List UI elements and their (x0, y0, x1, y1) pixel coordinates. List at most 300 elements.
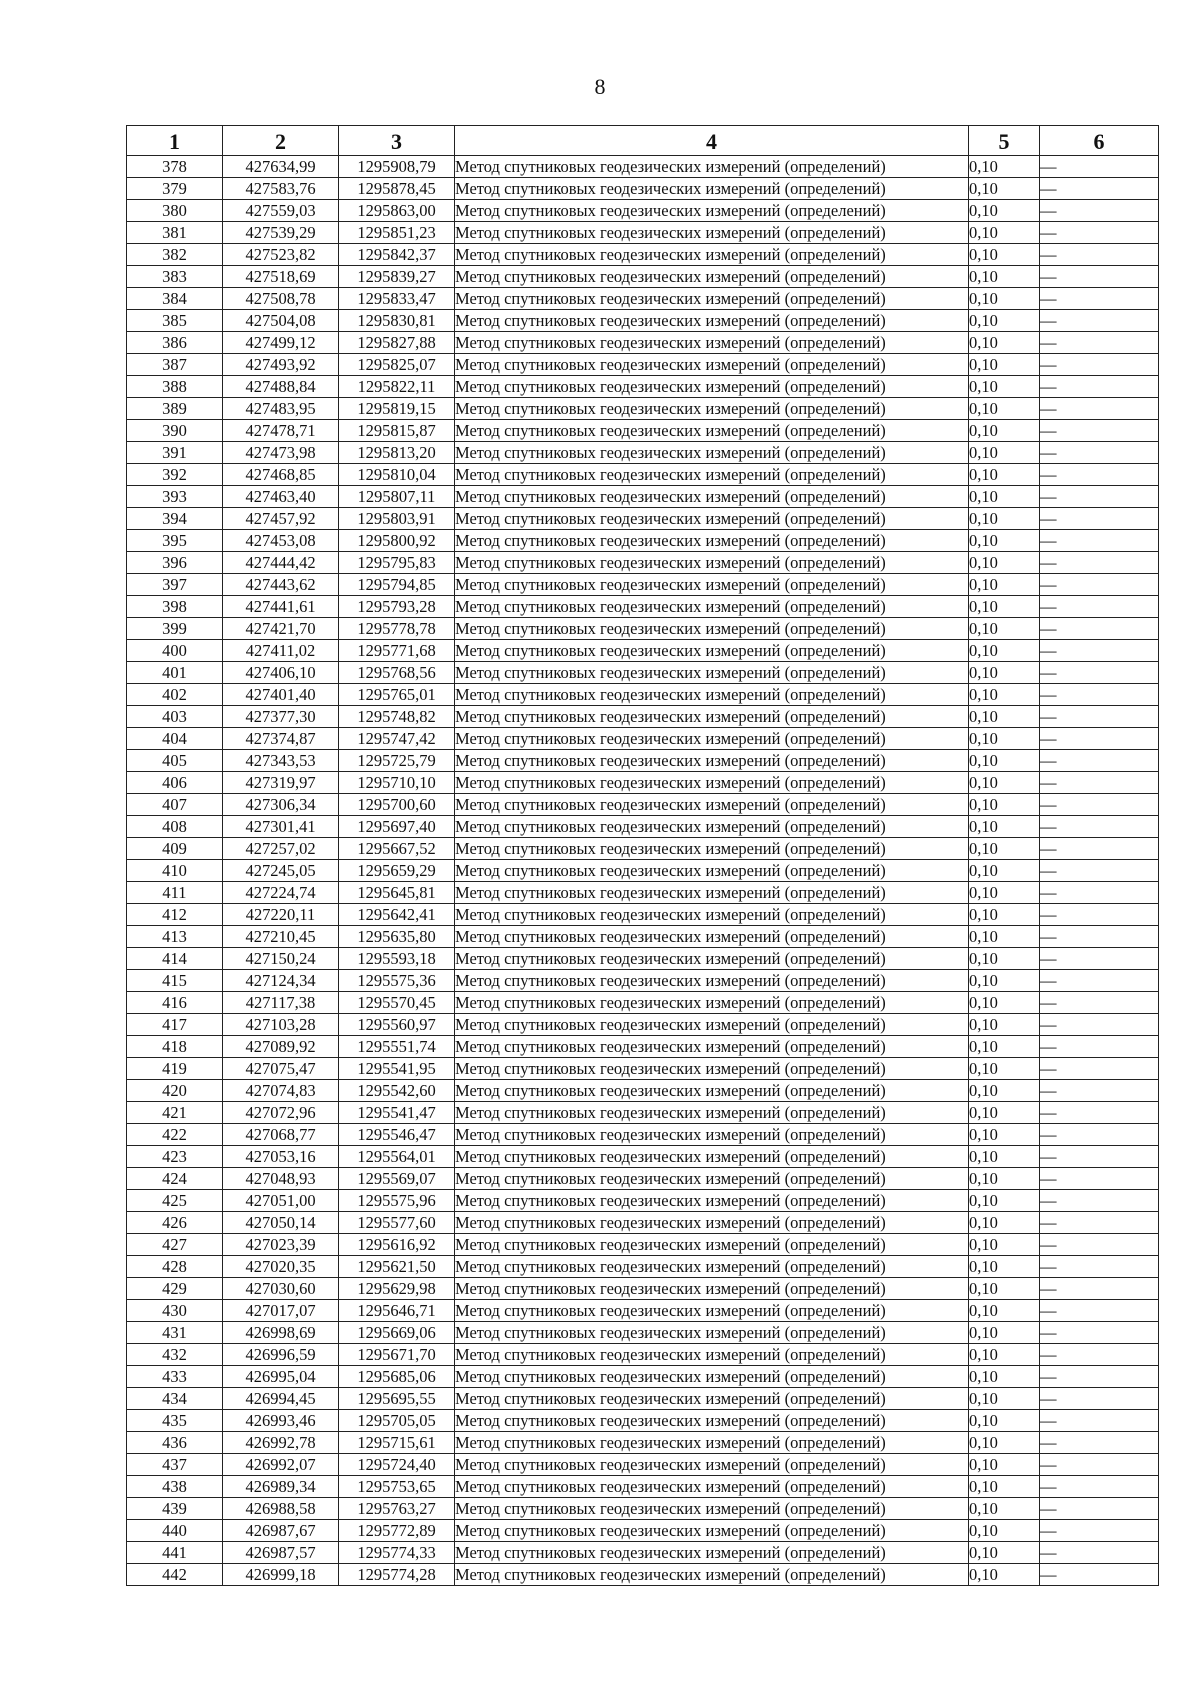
table-header (127, 126, 1159, 156)
table-row (127, 222, 1159, 244)
coordinate-x: 427051,00 (223, 1190, 339, 1212)
coordinates-table (126, 125, 1159, 1586)
coordinate-x: 426989,34 (223, 1476, 339, 1498)
point-number: 397 (127, 574, 223, 596)
note-dash: — (1040, 1058, 1159, 1080)
table-row (127, 750, 1159, 772)
coordinate-y: 1295793,28 (339, 596, 455, 618)
accuracy-cell: 0,10 (969, 1432, 1040, 1454)
method-cell: Метод спутниковых геодезических измерений (определений) (455, 200, 969, 222)
table-row (127, 684, 1159, 706)
accuracy-cell: 0,10 (969, 1542, 1040, 1564)
coordinate-x: 427053,16 (223, 1146, 339, 1168)
method-cell: Метод спутниковых геодезических измерений (определений) (455, 1564, 969, 1586)
note-dash: — (1040, 442, 1159, 464)
note-dash: — (1040, 420, 1159, 442)
table-row (127, 1256, 1159, 1278)
coordinate-x: 427411,02 (223, 640, 339, 662)
accuracy-cell: 0,10 (969, 1080, 1040, 1102)
note-dash: — (1040, 1366, 1159, 1388)
method-cell: Метод спутниковых геодезических измерений (определений) (455, 1432, 969, 1454)
note-dash: — (1040, 200, 1159, 222)
coordinate-y: 1295645,81 (339, 882, 455, 904)
coordinate-x: 427117,38 (223, 992, 339, 1014)
coordinate-x: 427072,96 (223, 1102, 339, 1124)
method-cell: Метод спутниковых геодезических измерений (определений) (455, 1014, 969, 1036)
coordinate-x: 427468,85 (223, 464, 339, 486)
note-dash: — (1040, 1102, 1159, 1124)
table-row (127, 816, 1159, 838)
point-number: 406 (127, 772, 223, 794)
point-number: 430 (127, 1300, 223, 1322)
accuracy-cell: 0,10 (969, 552, 1040, 574)
accuracy-cell: 0,10 (969, 596, 1040, 618)
note-dash: — (1040, 464, 1159, 486)
coordinate-x: 427443,62 (223, 574, 339, 596)
coordinate-y: 1295830,81 (339, 310, 455, 332)
method-cell: Метод спутниковых геодезических измерений (определений) (455, 1520, 969, 1542)
coordinate-y: 1295794,85 (339, 574, 455, 596)
coordinate-y: 1295763,27 (339, 1498, 455, 1520)
method-cell: Метод спутниковых геодезических измерений (определений) (455, 970, 969, 992)
point-number: 420 (127, 1080, 223, 1102)
table-row (127, 1498, 1159, 1520)
method-cell: Метод спутниковых геодезических измерений (определений) (455, 618, 969, 640)
accuracy-cell: 0,10 (969, 178, 1040, 200)
accuracy-cell: 0,10 (969, 288, 1040, 310)
note-dash: — (1040, 486, 1159, 508)
coordinate-y: 1295819,15 (339, 398, 455, 420)
coordinate-x: 427257,02 (223, 838, 339, 860)
point-number: 403 (127, 706, 223, 728)
coordinate-x: 427374,87 (223, 728, 339, 750)
coordinate-y: 1295621,50 (339, 1256, 455, 1278)
coordinate-x: 427124,34 (223, 970, 339, 992)
note-dash: — (1040, 1388, 1159, 1410)
accuracy-cell: 0,10 (969, 970, 1040, 992)
accuracy-cell: 0,10 (969, 222, 1040, 244)
note-dash: — (1040, 1476, 1159, 1498)
coordinate-y: 1295705,05 (339, 1410, 455, 1432)
header-col-6: 6 (1040, 126, 1159, 156)
coordinate-x: 426988,58 (223, 1498, 339, 1520)
table-row (127, 882, 1159, 904)
coordinate-x: 427441,61 (223, 596, 339, 618)
table-row (127, 508, 1159, 530)
note-dash: — (1040, 1410, 1159, 1432)
accuracy-cell: 0,10 (969, 1454, 1040, 1476)
table-row (127, 1036, 1159, 1058)
point-number: 401 (127, 662, 223, 684)
table-row (127, 1102, 1159, 1124)
coordinate-y: 1295765,01 (339, 684, 455, 706)
accuracy-cell: 0,10 (969, 244, 1040, 266)
table-row (127, 1564, 1159, 1586)
header-col-4: 4 (455, 126, 969, 156)
accuracy-cell: 0,10 (969, 574, 1040, 596)
accuracy-cell: 0,10 (969, 1300, 1040, 1322)
point-number: 388 (127, 376, 223, 398)
coordinate-y: 1295700,60 (339, 794, 455, 816)
method-cell: Метод спутниковых геодезических измерений (определений) (455, 398, 969, 420)
point-number: 439 (127, 1498, 223, 1520)
method-cell: Метод спутниковых геодезических измерений (определений) (455, 1234, 969, 1256)
table-row (127, 618, 1159, 640)
method-cell: Метод спутниковых геодезических измерений (определений) (455, 332, 969, 354)
note-dash: — (1040, 1542, 1159, 1564)
point-number: 426 (127, 1212, 223, 1234)
accuracy-cell: 0,10 (969, 1124, 1040, 1146)
coordinate-y: 1295803,91 (339, 508, 455, 530)
accuracy-cell: 0,10 (969, 530, 1040, 552)
point-number: 423 (127, 1146, 223, 1168)
note-dash: — (1040, 1454, 1159, 1476)
accuracy-cell: 0,10 (969, 816, 1040, 838)
note-dash: — (1040, 178, 1159, 200)
coordinate-y: 1295577,60 (339, 1212, 455, 1234)
accuracy-cell: 0,10 (969, 882, 1040, 904)
coordinate-x: 427493,92 (223, 354, 339, 376)
table-row (127, 1168, 1159, 1190)
coordinate-y: 1295715,61 (339, 1432, 455, 1454)
note-dash: — (1040, 882, 1159, 904)
note-dash: — (1040, 376, 1159, 398)
page-number: 8 (594, 74, 606, 99)
note-dash: — (1040, 574, 1159, 596)
method-cell: Метод спутниковых геодезических измерений (определений) (455, 1190, 969, 1212)
coordinate-x: 427224,74 (223, 882, 339, 904)
method-cell: Метод спутниковых геодезических измерений (определений) (455, 992, 969, 1014)
accuracy-cell: 0,10 (969, 904, 1040, 926)
table-row (127, 992, 1159, 1014)
method-cell: Метод спутниковых геодезических измерений (определений) (455, 838, 969, 860)
coordinate-y: 1295833,47 (339, 288, 455, 310)
point-number: 384 (127, 288, 223, 310)
table-row (127, 1234, 1159, 1256)
table-row (127, 948, 1159, 970)
accuracy-cell: 0,10 (969, 310, 1040, 332)
point-number: 393 (127, 486, 223, 508)
note-dash: — (1040, 684, 1159, 706)
accuracy-cell: 0,10 (969, 772, 1040, 794)
method-cell: Метод спутниковых геодезических измерений (определений) (455, 948, 969, 970)
coordinate-x: 427457,92 (223, 508, 339, 530)
accuracy-cell: 0,10 (969, 1322, 1040, 1344)
table-body (127, 156, 1159, 1586)
method-cell: Метод спутниковых геодезических измерений (определений) (455, 376, 969, 398)
note-dash: — (1040, 728, 1159, 750)
method-cell: Метод спутниковых геодезических измерений (определений) (455, 882, 969, 904)
note-dash: — (1040, 244, 1159, 266)
coordinate-x: 427048,93 (223, 1168, 339, 1190)
accuracy-cell: 0,10 (969, 948, 1040, 970)
accuracy-cell: 0,10 (969, 1344, 1040, 1366)
coordinate-y: 1295546,47 (339, 1124, 455, 1146)
table-row (127, 244, 1159, 266)
note-dash: — (1040, 772, 1159, 794)
coordinate-x: 427518,69 (223, 266, 339, 288)
coordinate-x: 427068,77 (223, 1124, 339, 1146)
accuracy-cell: 0,10 (969, 992, 1040, 1014)
point-number: 394 (127, 508, 223, 530)
note-dash: — (1040, 530, 1159, 552)
header-row (127, 126, 1159, 156)
accuracy-cell: 0,10 (969, 1102, 1040, 1124)
table-row (127, 970, 1159, 992)
coordinate-x: 427444,42 (223, 552, 339, 574)
accuracy-cell: 0,10 (969, 398, 1040, 420)
coordinate-y: 1295541,47 (339, 1102, 455, 1124)
accuracy-cell: 0,10 (969, 442, 1040, 464)
table-row (127, 1322, 1159, 1344)
note-dash: — (1040, 992, 1159, 1014)
coordinate-x: 426992,78 (223, 1432, 339, 1454)
point-number: 425 (127, 1190, 223, 1212)
table-row (127, 486, 1159, 508)
coordinate-y: 1295667,52 (339, 838, 455, 860)
coordinate-x: 427306,34 (223, 794, 339, 816)
coordinate-y: 1295725,79 (339, 750, 455, 772)
accuracy-cell: 0,10 (969, 266, 1040, 288)
point-number: 408 (127, 816, 223, 838)
note-dash: — (1040, 1190, 1159, 1212)
note-dash: — (1040, 948, 1159, 970)
coordinate-x: 427499,12 (223, 332, 339, 354)
method-cell: Метод спутниковых геодезических измерений (определений) (455, 178, 969, 200)
method-cell: Метод спутниковых геодезических измерений (определений) (455, 486, 969, 508)
coordinate-x: 427478,71 (223, 420, 339, 442)
coordinate-y: 1295827,88 (339, 332, 455, 354)
method-cell: Метод спутниковых геодезических измерений (определений) (455, 750, 969, 772)
coordinate-y: 1295659,29 (339, 860, 455, 882)
note-dash: — (1040, 750, 1159, 772)
method-cell: Метод спутниковых геодезических измерений (определений) (455, 706, 969, 728)
point-number: 413 (127, 926, 223, 948)
coordinate-y: 1295685,06 (339, 1366, 455, 1388)
point-number: 395 (127, 530, 223, 552)
point-number: 429 (127, 1278, 223, 1300)
note-dash: — (1040, 1212, 1159, 1234)
coordinate-x: 426987,57 (223, 1542, 339, 1564)
point-number: 409 (127, 838, 223, 860)
accuracy-cell: 0,10 (969, 684, 1040, 706)
accuracy-cell: 0,10 (969, 618, 1040, 640)
note-dash: — (1040, 1564, 1159, 1586)
point-number: 437 (127, 1454, 223, 1476)
note-dash: — (1040, 1256, 1159, 1278)
coordinate-x: 427075,47 (223, 1058, 339, 1080)
table-row (127, 1146, 1159, 1168)
coordinate-y: 1295807,11 (339, 486, 455, 508)
coordinate-y: 1295753,65 (339, 1476, 455, 1498)
point-number: 436 (127, 1432, 223, 1454)
coordinate-y: 1295771,68 (339, 640, 455, 662)
header-col-1: 1 (127, 126, 223, 156)
method-cell: Метод спутниковых геодезических измерений (определений) (455, 310, 969, 332)
note-dash: — (1040, 156, 1159, 178)
point-number: 392 (127, 464, 223, 486)
accuracy-cell: 0,10 (969, 464, 1040, 486)
coordinate-x: 427583,76 (223, 178, 339, 200)
table-row (127, 288, 1159, 310)
method-cell: Метод спутниковых геодезических измерений (определений) (455, 1476, 969, 1498)
table-row (127, 420, 1159, 442)
accuracy-cell: 0,10 (969, 1234, 1040, 1256)
accuracy-cell: 0,10 (969, 1190, 1040, 1212)
point-number: 410 (127, 860, 223, 882)
table-row (127, 376, 1159, 398)
coordinate-x: 427483,95 (223, 398, 339, 420)
point-number: 414 (127, 948, 223, 970)
coordinate-x: 427523,82 (223, 244, 339, 266)
coordinate-x: 427319,97 (223, 772, 339, 794)
coordinate-x: 427023,39 (223, 1234, 339, 1256)
coordinate-x: 427089,92 (223, 1036, 339, 1058)
point-number: 441 (127, 1542, 223, 1564)
table-row (127, 310, 1159, 332)
point-number: 438 (127, 1476, 223, 1498)
table-row (127, 178, 1159, 200)
table-row (127, 706, 1159, 728)
table-row (127, 332, 1159, 354)
table-row (127, 596, 1159, 618)
table-row (127, 1344, 1159, 1366)
point-number: 405 (127, 750, 223, 772)
coordinate-y: 1295878,45 (339, 178, 455, 200)
point-number: 412 (127, 904, 223, 926)
method-cell: Метод спутниковых геодезических измерений (определений) (455, 244, 969, 266)
point-number: 419 (127, 1058, 223, 1080)
coordinate-x: 427406,10 (223, 662, 339, 684)
coordinate-y: 1295616,92 (339, 1234, 455, 1256)
method-cell: Метод спутниковых геодезических измерений (определений) (455, 552, 969, 574)
point-number: 415 (127, 970, 223, 992)
coordinate-y: 1295542,60 (339, 1080, 455, 1102)
point-number: 416 (127, 992, 223, 1014)
method-cell: Метод спутниковых геодезических измерений (определений) (455, 1542, 969, 1564)
coordinate-y: 1295560,97 (339, 1014, 455, 1036)
note-dash: — (1040, 1344, 1159, 1366)
coordinate-y: 1295778,78 (339, 618, 455, 640)
method-cell: Метод спутниковых геодезических измерений (определений) (455, 442, 969, 464)
note-dash: — (1040, 1432, 1159, 1454)
note-dash: — (1040, 970, 1159, 992)
accuracy-cell: 0,10 (969, 1366, 1040, 1388)
accuracy-cell: 0,10 (969, 794, 1040, 816)
method-cell: Метод спутниковых геодезических измерений (определений) (455, 1256, 969, 1278)
note-dash: — (1040, 860, 1159, 882)
method-cell: Метод спутниковых геодезических измерений (определений) (455, 662, 969, 684)
method-cell: Метод спутниковых геодезических измерений (определений) (455, 860, 969, 882)
table-row (127, 1410, 1159, 1432)
coordinate-x: 427473,98 (223, 442, 339, 464)
table-row (127, 200, 1159, 222)
method-cell: Метод спутниковых геодезических измерений (определений) (455, 772, 969, 794)
point-number: 382 (127, 244, 223, 266)
coordinate-y: 1295800,92 (339, 530, 455, 552)
coordinate-y: 1295646,71 (339, 1300, 455, 1322)
table-row (127, 1432, 1159, 1454)
table-row (127, 156, 1159, 178)
note-dash: — (1040, 1234, 1159, 1256)
coordinate-y: 1295815,87 (339, 420, 455, 442)
point-number: 433 (127, 1366, 223, 1388)
coordinate-x: 426992,07 (223, 1454, 339, 1476)
method-cell: Метод спутниковых геодезических измерений (определений) (455, 1036, 969, 1058)
point-number: 421 (127, 1102, 223, 1124)
coordinate-x: 427343,53 (223, 750, 339, 772)
accuracy-cell: 0,10 (969, 1014, 1040, 1036)
accuracy-cell: 0,10 (969, 838, 1040, 860)
point-number: 398 (127, 596, 223, 618)
note-dash: — (1040, 552, 1159, 574)
coordinate-y: 1295671,70 (339, 1344, 455, 1366)
method-cell: Метод спутниковых геодезических измерений (определений) (455, 596, 969, 618)
method-cell: Метод спутниковых геодезических измерений (определений) (455, 816, 969, 838)
point-number: 427 (127, 1234, 223, 1256)
note-dash: — (1040, 618, 1159, 640)
method-cell: Метод спутниковых геодезических измерений (определений) (455, 728, 969, 750)
note-dash: — (1040, 596, 1159, 618)
accuracy-cell: 0,10 (969, 1058, 1040, 1080)
coordinate-x: 426993,46 (223, 1410, 339, 1432)
point-number: 417 (127, 1014, 223, 1036)
coordinate-x: 427401,40 (223, 684, 339, 706)
table-row (127, 1454, 1159, 1476)
table-row (127, 266, 1159, 288)
point-number: 385 (127, 310, 223, 332)
point-number: 428 (127, 1256, 223, 1278)
method-cell: Метод спутниковых геодезических измерений (определений) (455, 1168, 969, 1190)
coordinate-y: 1295822,11 (339, 376, 455, 398)
method-cell: Метод спутниковых геодезических измерений (определений) (455, 574, 969, 596)
method-cell: Метод спутниковых геодезических измерений (определений) (455, 1080, 969, 1102)
coordinate-y: 1295642,41 (339, 904, 455, 926)
point-number: 407 (127, 794, 223, 816)
method-cell: Метод спутниковых геодезических измерений (определений) (455, 1300, 969, 1322)
coordinate-x: 427074,83 (223, 1080, 339, 1102)
method-cell: Метод спутниковых геодезических измерений (определений) (455, 684, 969, 706)
point-number: 404 (127, 728, 223, 750)
note-dash: — (1040, 904, 1159, 926)
accuracy-cell: 0,10 (969, 376, 1040, 398)
table-row (127, 1080, 1159, 1102)
note-dash: — (1040, 926, 1159, 948)
coordinate-y: 1295669,06 (339, 1322, 455, 1344)
point-number: 411 (127, 882, 223, 904)
accuracy-cell: 0,10 (969, 156, 1040, 178)
point-number: 440 (127, 1520, 223, 1542)
point-number: 396 (127, 552, 223, 574)
coordinate-y: 1295813,20 (339, 442, 455, 464)
method-cell: Метод спутниковых геодезических измерений (определений) (455, 1278, 969, 1300)
table-row (127, 552, 1159, 574)
accuracy-cell: 0,10 (969, 1476, 1040, 1498)
method-cell: Метод спутниковых геодезических измерений (определений) (455, 640, 969, 662)
table-row (127, 398, 1159, 420)
coordinate-x: 426998,69 (223, 1322, 339, 1344)
table-row (127, 926, 1159, 948)
coordinate-y: 1295774,33 (339, 1542, 455, 1564)
coordinate-y: 1295635,80 (339, 926, 455, 948)
accuracy-cell: 0,10 (969, 420, 1040, 442)
coordinate-y: 1295863,00 (339, 200, 455, 222)
table-row (127, 1542, 1159, 1564)
table-row (127, 442, 1159, 464)
method-cell: Метод спутниковых геодезических измерений (определений) (455, 1124, 969, 1146)
coordinate-y: 1295839,27 (339, 266, 455, 288)
coordinate-x: 427245,05 (223, 860, 339, 882)
